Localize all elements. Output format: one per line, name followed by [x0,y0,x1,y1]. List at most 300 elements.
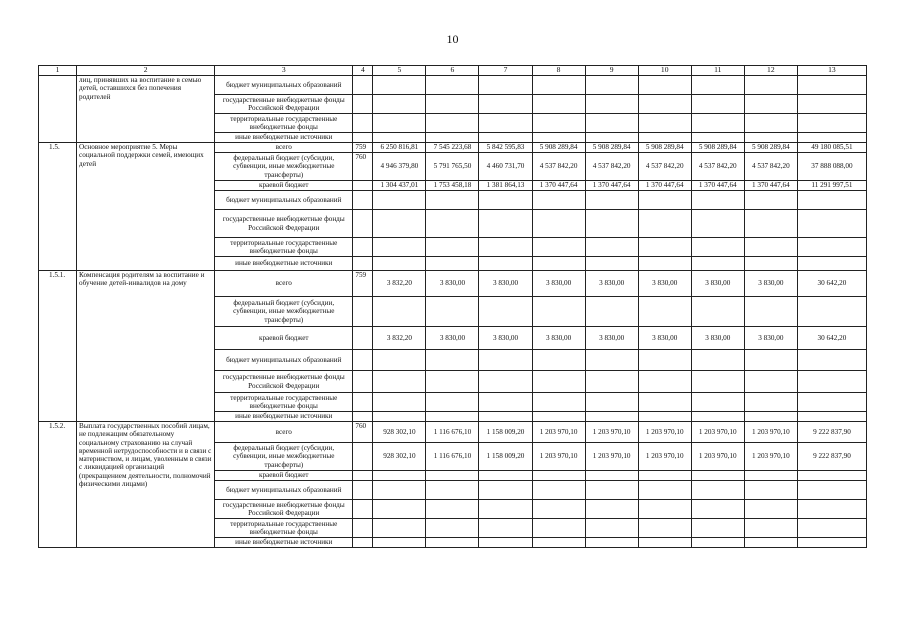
column-header: 13 [797,66,866,76]
budget-code [353,238,373,257]
year-value [691,500,744,519]
year-value [638,500,691,519]
year-value [426,95,479,114]
total-value [797,481,866,500]
year-value [744,238,797,257]
year-value: 5 908 289,84 [691,143,744,153]
column-header: 7 [479,66,532,76]
year-value: 3 830,00 [744,327,797,350]
year-value [638,471,691,481]
funding-source: всего [215,143,353,153]
budget-code [353,350,373,371]
year-value: 1 203 970,10 [691,422,744,443]
year-value [691,538,744,548]
total-value [797,393,866,412]
budget-code [353,257,373,271]
year-value: 6 250 816,81 [373,143,426,153]
year-value [691,350,744,371]
year-value: 4 537 842,20 [691,153,744,181]
budget-code: 759 [353,271,373,297]
year-value [532,257,585,271]
year-value [691,371,744,393]
year-value [585,95,638,114]
year-value [691,481,744,500]
funding-source: бюджет муниципальных образований [215,350,353,371]
year-value [426,393,479,412]
year-value [744,76,797,95]
year-value [426,238,479,257]
year-value [585,538,638,548]
year-value [532,133,585,143]
year-value [638,371,691,393]
year-value [744,471,797,481]
total-value [797,297,866,327]
year-value [373,471,426,481]
year-value [585,114,638,133]
year-value [744,133,797,143]
budget-code [353,297,373,327]
header-row [39,66,867,76]
year-value: 1 203 970,10 [744,422,797,443]
year-value [744,412,797,422]
total-value [797,238,866,257]
page-number: 10 [446,32,459,46]
year-value [532,500,585,519]
year-value: 3 830,00 [532,327,585,350]
year-value [426,371,479,393]
funding-source: краевой бюджет [215,471,353,481]
year-value: 928 302,10 [373,443,426,471]
funding-source: территориальные государственные внебюджетные фонды [215,238,353,257]
year-value [426,481,479,500]
funding-source: иные внебюджетные источники [215,412,353,422]
year-value: 5 908 289,84 [638,143,691,153]
year-value [638,393,691,412]
budget-code [353,95,373,114]
year-value: 4 946 379,80 [373,153,426,181]
year-value [532,350,585,371]
funding-source: федеральный бюджет (субсидии, субвенции, иные межбюджетные трансферты) [215,297,353,327]
total-value [797,350,866,371]
year-value [532,238,585,257]
funding-source: территориальные государственные внебюджетные фонды [215,393,353,412]
budget-code [353,114,373,133]
total-value [797,210,866,238]
year-value [426,471,479,481]
table-row [39,271,867,297]
year-value: 1 203 970,10 [532,422,585,443]
total-value: 9 222 837,90 [797,422,866,443]
year-value: 1 203 970,10 [638,422,691,443]
budget-code [353,181,373,191]
year-value [532,95,585,114]
budget-code [353,371,373,393]
year-value [691,412,744,422]
year-value: 3 830,00 [479,271,532,297]
year-value [638,238,691,257]
funding-source: территориальные государственные внебюджетные фонды [215,519,353,538]
year-value [691,519,744,538]
year-value [638,538,691,548]
year-value [373,238,426,257]
year-value: 3 830,00 [426,271,479,297]
year-value: 1 203 970,10 [638,443,691,471]
total-value [797,257,866,271]
year-value [373,371,426,393]
year-value [744,500,797,519]
column-header: 5 [373,66,426,76]
year-value: 4 537 842,20 [532,153,585,181]
year-value: 5 908 289,84 [585,143,638,153]
year-value [373,519,426,538]
year-value [426,538,479,548]
year-value [744,297,797,327]
year-value [479,350,532,371]
year-value [426,350,479,371]
item-name: Выплата государственных пособий лицам, не подлежащим обязательному социальному страхованию на случай временной нетрудоспособности и в связи с материнством, и лицам, уволенным в связи с ликвидацией организаций (прекращением деятельности, полномочий физическими лицами) [77,422,215,548]
funding-source: территориальные государственные внебюджетные фонды [215,114,353,133]
year-value [691,95,744,114]
year-value: 1 370 447,64 [638,181,691,191]
year-value [479,481,532,500]
item-number: 1.5. [39,143,77,271]
year-value [585,471,638,481]
item-name: Основное мероприятие 5. Меры социальной поддержки семей, имеющих детей [77,143,215,271]
table-body [39,66,867,548]
total-value [797,412,866,422]
budget-code [353,133,373,143]
column-header: 2 [77,66,215,76]
year-value [532,114,585,133]
year-value: 1 116 676,10 [426,422,479,443]
year-value [691,471,744,481]
year-value [744,538,797,548]
year-value [638,412,691,422]
year-value: 5 908 289,84 [532,143,585,153]
year-value: 3 832,20 [373,327,426,350]
year-value [585,133,638,143]
column-header: 12 [744,66,797,76]
item-name: Компенсация родителям за воспитание и обучение детей-инвалидов на дому [77,271,215,422]
item-number: 1.5.2. [39,422,77,548]
funding-source: государственные внебюджетные фонды Российской Федерации [215,500,353,519]
year-value [479,519,532,538]
year-value [691,133,744,143]
year-value: 1 203 970,10 [691,443,744,471]
year-value: 3 832,20 [373,271,426,297]
year-value [638,95,691,114]
year-value: 3 830,00 [691,271,744,297]
year-value [532,538,585,548]
column-header: 10 [638,66,691,76]
year-value [691,191,744,210]
year-value [744,257,797,271]
total-value: 9 222 837,90 [797,443,866,471]
year-value [373,114,426,133]
year-value: 928 302,10 [373,422,426,443]
year-value [585,371,638,393]
year-value [532,481,585,500]
year-value [479,412,532,422]
funding-source: федеральный бюджет (субсидии, субвенции, иные межбюджетные трансферты) [215,153,353,181]
year-value [532,371,585,393]
funding-source: краевой бюджет [215,181,353,191]
year-value [744,95,797,114]
total-value [797,191,866,210]
year-value [638,257,691,271]
year-value [479,257,532,271]
funding-source: государственные внебюджетные фонды Российской Федерации [215,371,353,393]
total-value: 30 642,20 [797,327,866,350]
funding-source: всего [215,422,353,443]
year-value [426,500,479,519]
year-value [373,76,426,95]
year-value [638,297,691,327]
year-value: 3 830,00 [744,271,797,297]
year-value [426,76,479,95]
year-value: 5 791 765,50 [426,153,479,181]
year-value [744,481,797,500]
budget-code: 759 [353,143,373,153]
year-value [638,210,691,238]
year-value [373,412,426,422]
year-value: 1 203 970,10 [532,443,585,471]
total-value [797,471,866,481]
year-value [373,500,426,519]
year-value [479,210,532,238]
year-value: 4 460 731,70 [479,153,532,181]
year-value: 1 370 447,64 [744,181,797,191]
year-value: 1 116 676,10 [426,443,479,471]
year-value: 3 830,00 [585,327,638,350]
year-value: 1 370 447,64 [532,181,585,191]
total-value: 49 180 085,51 [797,143,866,153]
year-value [744,191,797,210]
total-value [797,95,866,114]
funding-source: федеральный бюджет (субсидии, субвенции, иные межбюджетные трансферты) [215,443,353,471]
year-value [585,519,638,538]
year-value [426,257,479,271]
year-value [479,95,532,114]
year-value: 1 370 447,64 [585,181,638,191]
year-value [744,371,797,393]
item-number: 1.5.1. [39,271,77,422]
year-value [532,393,585,412]
year-value [691,210,744,238]
year-value [691,257,744,271]
year-value [744,393,797,412]
year-value [479,471,532,481]
column-header: 8 [532,66,585,76]
year-value [585,412,638,422]
year-value [638,481,691,500]
table-row [39,422,867,443]
year-value [638,191,691,210]
year-value: 1 158 009,20 [479,443,532,471]
year-value [426,133,479,143]
year-value [585,297,638,327]
year-value [585,500,638,519]
year-value: 3 830,00 [479,327,532,350]
year-value [373,350,426,371]
year-value [426,191,479,210]
year-value [585,210,638,238]
year-value [479,76,532,95]
funding-source: иные внебюджетные источники [215,257,353,271]
funding-source: бюджет муниципальных образований [215,481,353,500]
total-value: 30 642,20 [797,271,866,297]
year-value: 1 381 864,13 [479,181,532,191]
budget-code [353,471,373,481]
year-value [585,191,638,210]
column-header: 11 [691,66,744,76]
column-header: 9 [585,66,638,76]
year-value [373,393,426,412]
year-value [479,191,532,210]
funding-source: краевой бюджет [215,327,353,350]
year-value: 3 830,00 [585,271,638,297]
year-value [479,133,532,143]
budget-code [353,191,373,210]
year-value [426,297,479,327]
year-value [479,500,532,519]
year-value [426,114,479,133]
funding-source: государственные внебюджетные фонды Российской Федерации [215,210,353,238]
budget-code [353,538,373,548]
year-value [373,133,426,143]
year-value [585,350,638,371]
year-value [426,519,479,538]
budget-table [38,65,867,548]
year-value: 3 830,00 [638,271,691,297]
year-value [373,210,426,238]
budget-code [353,443,373,471]
total-value [797,500,866,519]
year-value [638,350,691,371]
year-value [373,481,426,500]
year-value [585,393,638,412]
year-value [532,471,585,481]
funding-source: государственные внебюджетные фонды Российской Федерации [215,95,353,114]
year-value [744,210,797,238]
year-value [638,133,691,143]
funding-source: иные внебюджетные источники [215,538,353,548]
year-value: 5 908 289,84 [744,143,797,153]
year-value [744,350,797,371]
year-value [373,538,426,548]
item-name: лиц, принявших на воспитание в семью детей, оставшихся без попечения родителей [77,76,215,143]
year-value [479,238,532,257]
total-value [797,114,866,133]
year-value: 3 830,00 [426,327,479,350]
year-value [532,519,585,538]
year-value: 1 203 970,10 [744,443,797,471]
funding-source: всего [215,271,353,297]
year-value [638,114,691,133]
total-value [797,519,866,538]
column-header: 4 [353,66,373,76]
year-value [532,210,585,238]
budget-code [353,76,373,95]
year-value [373,95,426,114]
year-value [532,297,585,327]
year-value: 1 158 009,20 [479,422,532,443]
column-header: 6 [426,66,479,76]
year-value: 1 203 970,10 [585,443,638,471]
year-value [691,114,744,133]
year-value [479,393,532,412]
year-value [373,297,426,327]
budget-code [353,412,373,422]
table-row [39,76,867,95]
year-value [744,114,797,133]
year-value [479,297,532,327]
budget-code [353,210,373,238]
year-value [479,371,532,393]
year-value [691,393,744,412]
year-value [691,238,744,257]
year-value [532,76,585,95]
budget-code: 760 [353,153,373,181]
funding-source: бюджет муниципальных образований [215,191,353,210]
year-value: 1 203 970,10 [585,422,638,443]
budget-code [353,500,373,519]
year-value: 7 545 223,68 [426,143,479,153]
year-value [744,519,797,538]
year-value: 3 830,00 [691,327,744,350]
budget-code [353,327,373,350]
year-value: 5 842 595,83 [479,143,532,153]
total-value [797,371,866,393]
year-value: 3 830,00 [638,327,691,350]
year-value [426,210,479,238]
year-value [638,76,691,95]
year-value [479,114,532,133]
year-value [585,238,638,257]
budget-code [353,481,373,500]
column-header: 1 [39,66,77,76]
column-header: 3 [215,66,353,76]
year-value [373,191,426,210]
total-value [797,76,866,95]
budget-code [353,519,373,538]
year-value [585,76,638,95]
year-value: 4 537 842,20 [585,153,638,181]
year-value: 1 370 447,64 [691,181,744,191]
year-value [426,412,479,422]
total-value: 11 291 997,51 [797,181,866,191]
year-value [373,257,426,271]
table-row [39,143,867,153]
year-value: 4 537 842,20 [744,153,797,181]
year-value [691,76,744,95]
total-value [797,133,866,143]
year-value [691,297,744,327]
funding-source: иные внебюджетные источники [215,133,353,143]
year-value [638,519,691,538]
budget-code: 760 [353,422,373,443]
year-value [532,191,585,210]
year-value [585,481,638,500]
year-value: 4 537 842,20 [638,153,691,181]
total-value: 37 888 088,00 [797,153,866,181]
year-value: 1 753 458,18 [426,181,479,191]
total-value [797,538,866,548]
year-value [479,538,532,548]
year-value: 3 830,00 [532,271,585,297]
funding-source: бюджет муниципальных образований [215,76,353,95]
year-value [532,412,585,422]
